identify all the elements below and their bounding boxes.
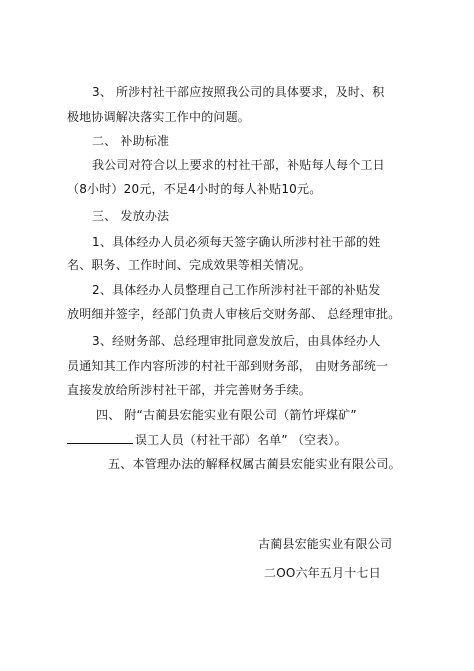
s3-item2-line1: 2、具体经办人员整理自己工作所涉村社干部的补贴发: [92, 283, 381, 297]
item3-line2: 极地协调解决落实工作中的问题。: [67, 110, 251, 124]
section2-line1: 我公司对符合以上要求的村社干部，补贴每人每个工日: [92, 158, 385, 172]
s3-item2-line2: 放明细并签字，经部门负责人审核后交财务部、 总经理审批。: [67, 307, 401, 321]
item3-line1: 3、 所涉村社干部应按照我公司的具体要求，及时、积: [92, 85, 385, 99]
s3-item1-line2: 名、职务、工作时间、完成效果等相关情况。: [67, 258, 312, 272]
section2-line2: （8小时）20元，不足4小时的每人补贴10元。: [67, 182, 322, 196]
section4-line1: 四、 附“古蔺县宏能实业有限公司（箭竹坪煤矿”: [96, 408, 357, 422]
section4-line2-text: 误工人员（村社干部）名单” （空表）。: [135, 433, 347, 447]
section3-heading: 三、 发放办法: [92, 209, 170, 223]
section4-line2: [67, 432, 347, 448]
section2-heading: 二、 补助标准: [92, 134, 170, 148]
s3-item3-line2: 员通知其工作内容所涉的村社干部到财务部， 由财务部统一: [67, 359, 389, 373]
s3-item3-line1: 3、经财务部、总经理审批同意发放后，由具体经办人: [92, 334, 381, 348]
signature-company: 古蔺县宏能实业有限公司: [258, 537, 393, 551]
signature-date: 二OO六年五月十七日: [264, 566, 381, 580]
blank-underline: [67, 432, 133, 444]
s3-item3-line3: 直接发放给所涉村社干部，并完善财务手续。: [67, 383, 312, 397]
s3-item1-line1: 1、具体经办人员必须每天签字确认所涉村社干部的姓: [92, 235, 381, 249]
section5-line1: 五、本管理办法的解释权属古蔺县宏能实业有限公司。: [108, 457, 401, 471]
